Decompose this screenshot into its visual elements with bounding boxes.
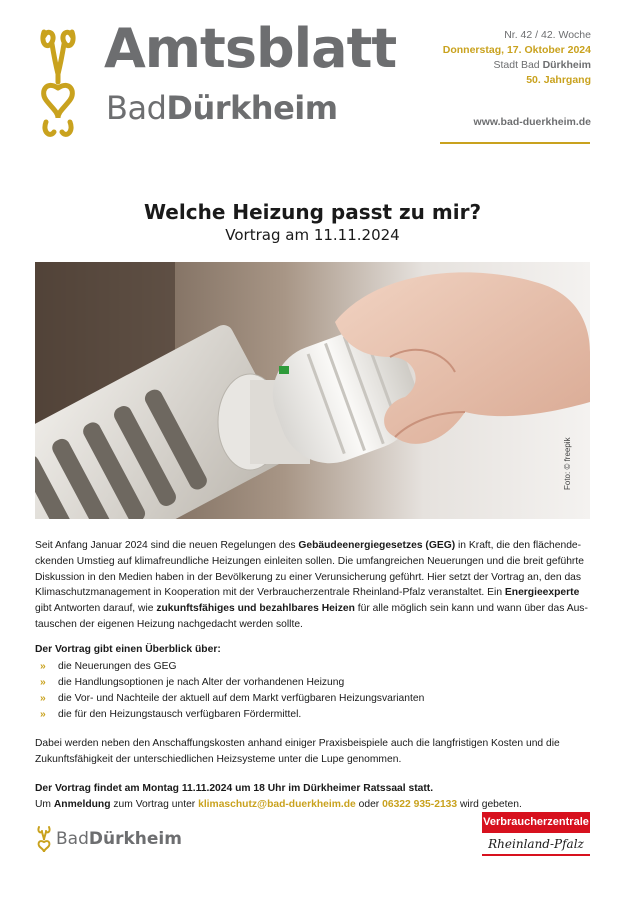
list-item-text: die Neuerungen des GEG (58, 661, 177, 672)
registration-line (35, 797, 595, 813)
footer-logo-text (56, 829, 182, 849)
vz-logo-bottom: Rheinland-Pfalz (488, 837, 584, 851)
list-item (40, 707, 424, 723)
intro-bold-run: Gebäudeenergiegesetzes (GEG) (298, 540, 456, 551)
intro-text-run: gibt Antworten darauf, wie (35, 603, 157, 615)
list-item (40, 691, 424, 707)
event-date-line: Der Vortrag findet am Montag 11.11.2024 um 18 Uhr im Dürkheimer Ratssaal statt. (35, 783, 434, 794)
list-item-text: die für den Heizungstausch verfügbaren Fördermittel. (58, 709, 302, 720)
reg-text-c: oder (355, 798, 383, 810)
article-photo (35, 262, 590, 519)
footer-city-logo (36, 824, 182, 854)
verbraucherzentrale-logo (482, 812, 590, 856)
overview-list (40, 659, 424, 723)
overview-lead: Der Vortrag gibt einen Überblick über: (35, 644, 221, 655)
registration-phone-link[interactable]: 06322 935-2133 (382, 798, 458, 810)
registration-email-link[interactable]: klimaschutz@bad-duerkheim.de (198, 798, 356, 810)
reg-text-b: zum Vortrag unter (110, 798, 199, 810)
reg-keyword: Anmeldung (53, 798, 111, 810)
issue-city (443, 58, 591, 73)
bullet-marker-icon: » (40, 693, 46, 704)
costs-paragraph: Dabei werden neben den Anschaffungskosten anhand einiger Praxisbeispiele auch die langfristigen Kosten und die Zukunftsfähigkeit der unterschiedlichen Heizsysteme unter die Lupe genommen. (35, 738, 560, 765)
intro-bold-run: zukunftsfähiges und bezahlbares Heizen (156, 603, 355, 615)
list-item-text: die Handlungsoptionen je nach Alter der vorhandenen Heizung (58, 677, 345, 688)
list-item-text: die Vor- und Nachteile der aktuell auf dem Markt verfügbaren Heizungsvarianten (58, 693, 425, 704)
bullet-marker-icon: » (40, 677, 46, 688)
city-prefix: Stadt Bad (493, 59, 543, 71)
vz-logo-top: Verbraucherzentrale (482, 812, 590, 833)
issue-info (443, 28, 591, 88)
website-link[interactable]: www.bad-duerkheim.de (473, 116, 591, 128)
issue-date: Donnerstag, 17. Oktober 2024 (442, 44, 591, 56)
masthead (0, 0, 625, 150)
header-divider (440, 142, 590, 144)
intro-bold-run: Energieexperte (504, 587, 580, 599)
masthead-title: Amtsblatt (104, 17, 397, 80)
intro-text-run: Seit Anfang Januar 2024 sind die neuen Regelungen des (35, 540, 299, 551)
city-bold: Dürkheim (542, 59, 591, 71)
city-crest-logo (38, 22, 78, 142)
subtitle-light: Bad (106, 89, 167, 127)
issue-number: Nr. 42 / 42. Woche (504, 29, 591, 41)
reg-text-d: wird gebeten. (457, 798, 522, 810)
list-item (40, 675, 424, 691)
masthead-subtitle (106, 89, 338, 127)
subtitle-bold: Dürkheim (166, 89, 338, 127)
intro-text-run: in Kraft, die den flächende-ckenden Umstieg auf klimafreundliche Heizungen einleiten sollen. Die umfangreichen Neuerungen und die breit geführte Diskussion in den Medien haben in der Bevölkerung zu einer Verunsicherung geführt. Hier setzt der Vortrag an, den das Klimaschutzmanagement in Kooperation mit der Verbraucherzentrale Rheinland-Pfalz veranstaltet. Ein (35, 540, 584, 599)
article-headline: Welche Heizung passt zu mir? (143, 200, 482, 224)
event-info (35, 781, 595, 813)
vz-logo-rule (482, 854, 590, 856)
issue-year: 50. Jahrgang (526, 74, 591, 86)
article-subline: Vortrag am 11.11.2024 (225, 226, 400, 244)
reg-text-a: Um (35, 798, 54, 810)
thermostat-photo (35, 262, 590, 519)
intro-text-run: für alle möglich sein kann und wann über das Aus-tauschen der eigenen Heizung nachgedacht werden sollte. (35, 603, 588, 630)
footer-logo-light: Bad (56, 829, 89, 849)
bullet-marker-icon: » (40, 661, 46, 672)
footer-crest-icon (36, 824, 52, 854)
intro-paragraph (35, 538, 595, 633)
footer-logo-bold: Dürkheim (88, 829, 182, 849)
bullet-marker-icon: » (40, 709, 46, 720)
list-item (40, 659, 424, 675)
photo-credit: Foto: © freepik (563, 437, 572, 490)
